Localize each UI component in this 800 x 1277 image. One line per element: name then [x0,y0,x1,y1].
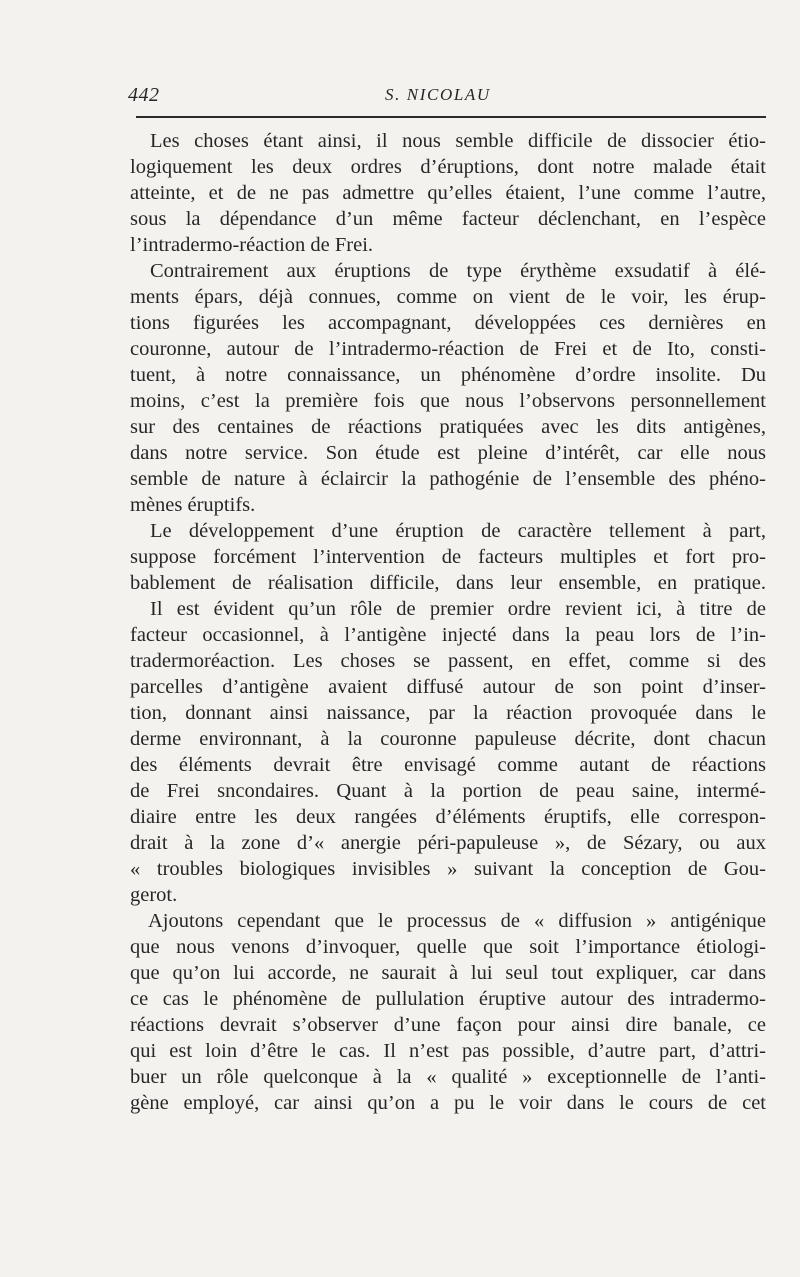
text-line: derme environnant, à la couronne papuleuse décrite, dont chacun [130,728,766,750]
text-line: facteur occasionnel, à l’antigène injecté dans la peau lors de l’in- [130,624,766,646]
text-line: tradermoréaction. Les choses se passent, en effet, comme si des [130,650,766,672]
text-line: ments épars, déjà connues, comme on vient de le voir, les érup- [130,286,766,308]
text-line: Les choses étant ainsi, il nous semble difficile de dissocier étio- [150,130,766,152]
text-line: tuent, à notre connaissance, un phénomène d’ordre insolite. Du [130,364,766,386]
text-line: tions figurées les accompagnant, développées ces dernières en [130,312,766,334]
text-line: l’intradermo-réaction de Frei. [130,234,374,256]
text-line: dans notre service. Son étude est pleine d’intérêt, car elle nous [130,442,766,464]
text-line: sur des centaines de réactions pratiquées avec les dits antigènes, [130,416,766,438]
text-line: que nous venons d’invoquer, quelle que soit l’importance étiologi- [130,936,766,958]
page-header [128,84,766,108]
text-line: couronne, autour de l’intradermo-réaction de Frei et de Ito, consti- [130,338,766,360]
header-rule [136,116,766,118]
page-number: 442 [128,84,160,106]
text-line: réactions devrait s’observer d’une façon pour ainsi dire banale, ce [130,1014,766,1036]
text-line: qui est loin d’être le cas. Il n’est pas possible, d’autre part, d’attri- [130,1040,766,1062]
text-line: des éléments devrait être envisagé comme autant de réactions [130,754,766,776]
text-line: Le développement d’une éruption de caractère tellement à part, [150,520,766,542]
running-head: S. NICOLAU [385,85,491,104]
text-line: bablement de réalisation difficile, dans leur ensemble, en pratique. [130,572,766,594]
text-line: moins, c’est la première fois que nous l’observons personnellement [130,390,766,412]
text-line: Il est évident qu’un rôle de premier ordre revient ici, à titre de [150,598,766,620]
text-line: semble de nature à éclaircir la pathogénie de l’ensemble des phéno- [130,468,766,490]
text-line: buer un rôle quelconque à la « qualité » exceptionnelle de l’anti- [130,1066,766,1088]
text-line: Contrairement aux éruptions de type érythème exsudatif à élé- [150,260,766,282]
text-line: diaire entre les deux rangées d’éléments éruptifs, elle correspon- [130,806,766,828]
text-line: mènes éruptifs. [130,494,256,516]
text-line: « troubles biologiques invisibles » suivant la conception de Gou- [130,858,766,880]
text-line: sous la dépendance d’un même facteur déclenchant, en l’espèce [130,208,766,230]
text-line: de Frei sncondaires. Quant à la portion de peau saine, intermé- [130,780,766,802]
text-line: gerot. [130,884,178,906]
text-line: que qu’on lui accorde, ne saurait à lui seul tout expliquer, car dans [130,962,766,984]
text-line: Ajoutons cependant que le processus de « diffusion » antigénique [148,910,766,932]
body-text [130,128,766,1116]
text-line: suppose forcément l’intervention de facteurs multiples et fort pro- [130,546,766,568]
text-line: ce cas le phénomène de pullulation éruptive autour des intradermo- [130,988,766,1010]
text-line: parcelles d’antigène avaient diffusé autour de son point d’inser- [130,676,766,698]
text-line: tion, donnant ainsi naissance, par la réaction provoquée dans le [130,702,766,724]
text-line: logiquement les deux ordres d’éruptions, dont notre malade était [130,156,766,178]
text-line: drait à la zone d’« anergie péri-papuleuse », de Sézary, ou aux [130,832,766,854]
text-line: atteinte, et de ne pas admettre qu’elles étaient, l’une comme l’autre, [130,182,766,204]
text-line: gène employé, car ainsi qu’on a pu le voir dans le cours de cet [130,1092,766,1114]
